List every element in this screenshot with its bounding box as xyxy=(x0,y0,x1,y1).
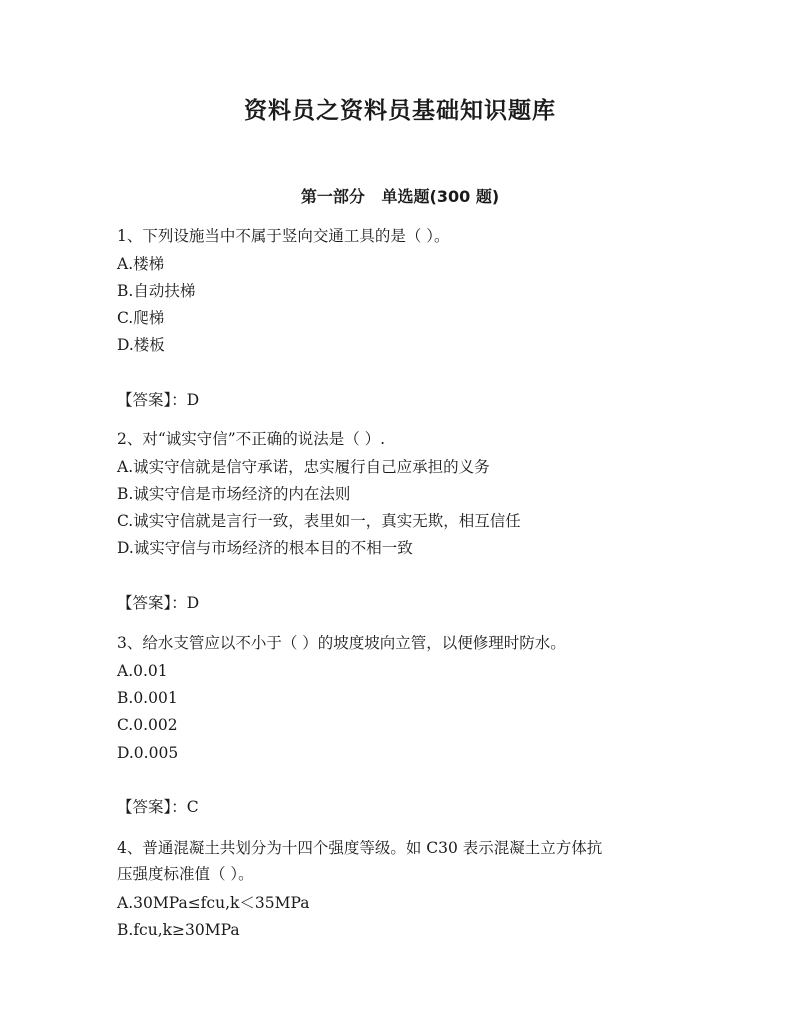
question-option: A.楼梯 xyxy=(117,255,165,273)
question-answer: 【答案】：D xyxy=(117,391,200,409)
section-title: 第一部分 单选题(300 题) xyxy=(300,187,500,206)
question-option: B.自动扶梯 xyxy=(117,282,196,300)
question-option: D.0.005 xyxy=(117,744,179,762)
document-title: 资料员之资料员基础知识题库 xyxy=(244,98,556,124)
question-stem: 2、对“诚实守信”不正确的说法是（ ）. xyxy=(117,430,386,448)
question-option: D.诚实守信与市场经济的根本目的不相一致 xyxy=(117,539,413,557)
question-option: D.楼板 xyxy=(117,336,165,354)
question-option: C.诚实守信就是言行一致，表里如一，真实无欺，相互信任 xyxy=(117,512,521,530)
question-stem: 3、给水支管应以不小于（ ）的坡度坡向立管，以便修理时防水。 xyxy=(117,634,566,652)
question-option: B.fcu,k≥30MPa xyxy=(117,921,240,939)
question-stem-continued: 压强度标准值（ ）。 xyxy=(117,865,254,883)
question-option: A.30MPa≤fcu,k＜35MPa xyxy=(117,894,310,912)
question-option: C.0.002 xyxy=(117,716,178,734)
question-stem: 1、下列设施当中不属于竖向交通工具的是（ ）。 xyxy=(117,227,450,245)
question-answer: 【答案】：C xyxy=(117,798,199,816)
question-option: A.0.01 xyxy=(117,662,168,680)
question-option: A.诚实守信就是信守承诺，忠实履行自己应承担的义务 xyxy=(117,458,490,476)
question-option: B.诚实守信是市场经济的内在法则 xyxy=(117,485,351,503)
question-answer: 【答案】：D xyxy=(117,594,200,612)
question-option: C.爬梯 xyxy=(117,309,165,327)
question-stem: 4、普通混凝土共划分为十四个强度等级。如 C30 表示混凝土立方体抗 xyxy=(117,839,603,857)
question-option: B.0.001 xyxy=(117,689,178,707)
